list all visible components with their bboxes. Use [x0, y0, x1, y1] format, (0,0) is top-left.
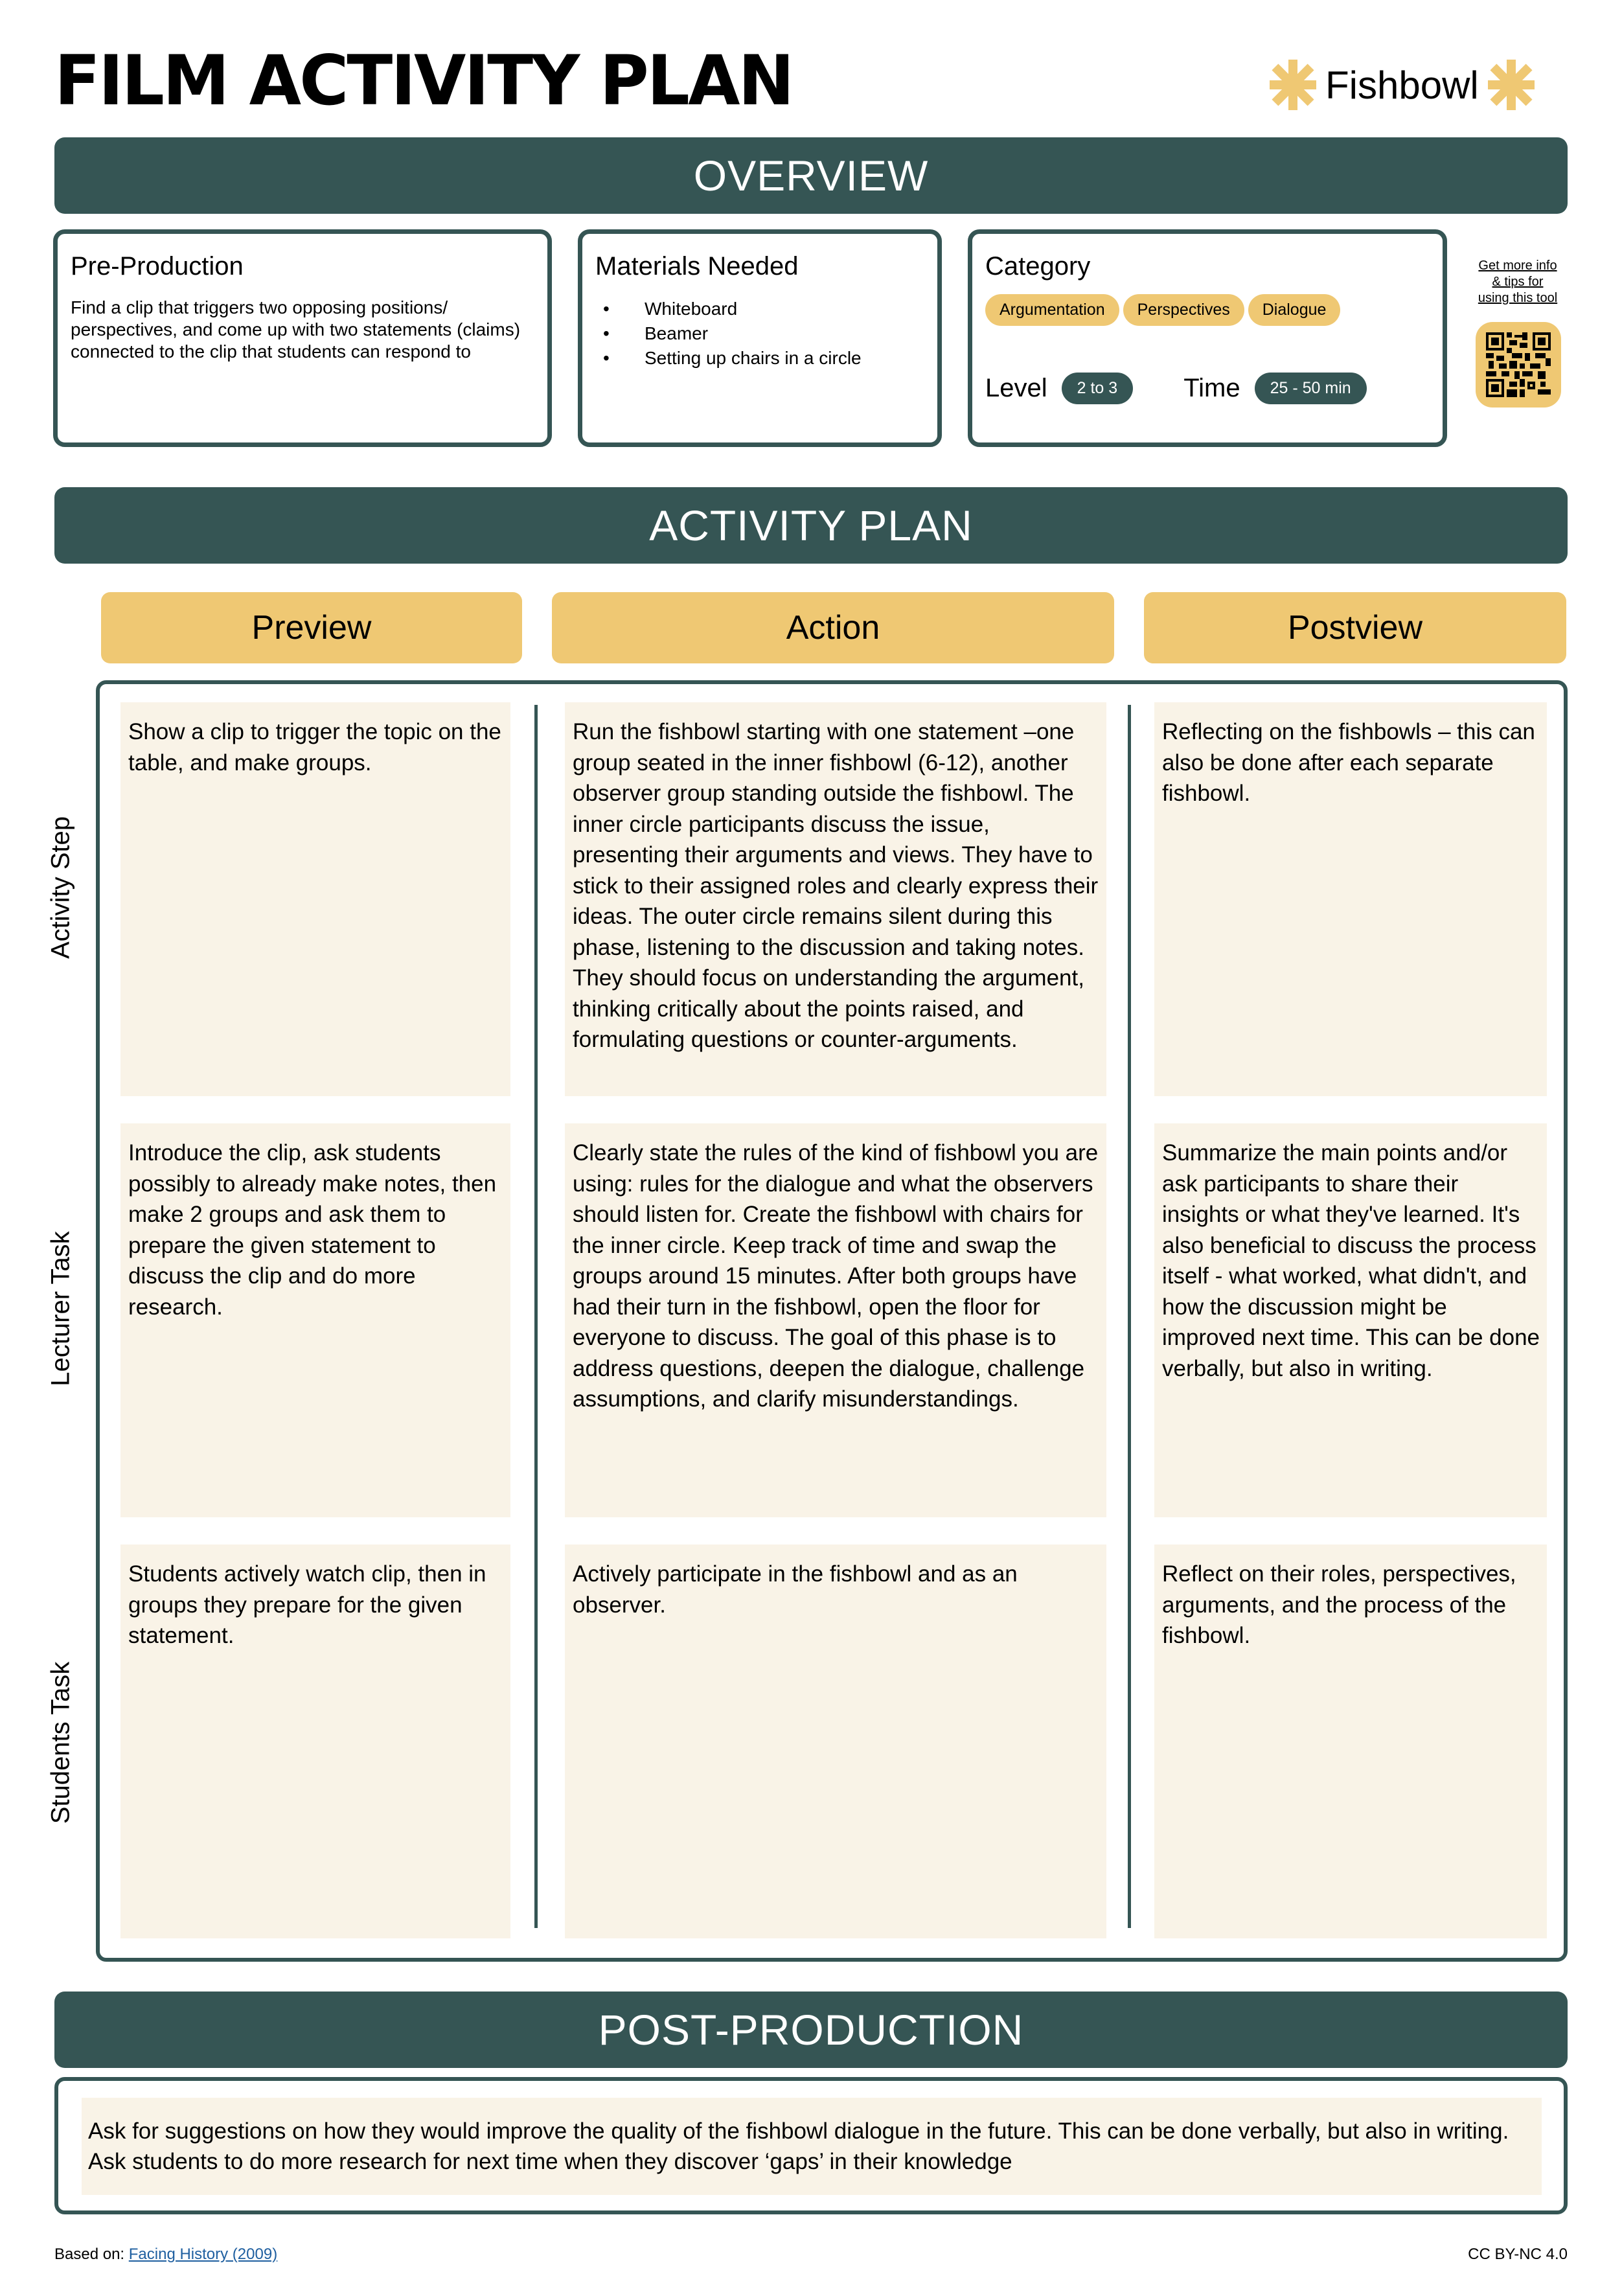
footer-source: [54, 2245, 277, 2264]
cell-students-task-preview: Students actively watch clip, then in groups they prepare for the given statement.: [120, 1544, 510, 1938]
materials-item: • Setting up chairs in a circle: [603, 348, 862, 368]
activity-brand: [1270, 57, 1535, 113]
category-tags: [985, 294, 1430, 326]
phase-header-preview: Preview: [101, 592, 522, 663]
asterisk-icon: [1270, 60, 1316, 110]
pre-production-card: [53, 229, 552, 447]
materials-item: • Beamer: [603, 323, 709, 343]
qr-code-icon[interactable]: [1476, 322, 1561, 408]
category-tag: Argumentation: [985, 294, 1119, 326]
materials-title: Materials Needed: [595, 252, 799, 281]
qr-code-graphic: [1486, 332, 1551, 397]
category-tag: Dialogue: [1248, 294, 1341, 326]
document-title: FILM ACTIVITY PLAN: [54, 41, 793, 121]
pre-production-text: Find a clip that triggers two opposing positions/ perspectives, and come up with two statements (claims) connected to the clip that students can respond to: [71, 297, 521, 362]
post-production-section-header: POST-PRODUCTION: [54, 1992, 1568, 2068]
more-info-link[interactable]: Get more info & tips for using this tool: [1478, 258, 1558, 305]
cell-students-task-postview: Reflect on their roles, perspectives, arguments, and the process of the fishbowl.: [1154, 1544, 1547, 1938]
cell-lecturer-task-postview: Summarize the main points and/or ask participants to share their insights or what they've learned. It's also beneficial to discuss the process itself - what worked, what didn't, and how the discussion might be improved next time. This can be done verbally, but also in writing.: [1154, 1123, 1547, 1517]
phase-header-postview: Postview: [1144, 592, 1566, 663]
level-badge: 2 to 3: [1062, 373, 1134, 404]
column-divider: [1128, 705, 1131, 1928]
level-time-row: [985, 373, 1430, 404]
cell-activity-step-postview: Reflecting on the fishbowls – this can also be done after each separate fishbowl.: [1154, 702, 1547, 1096]
time-badge: 25 - 50 min: [1255, 373, 1367, 404]
level-label: Level: [985, 374, 1047, 402]
cell-activity-step-action: Run the fishbowl starting with one statement –one group seated in the inner fishbowl (6-12), another observer group standing outside the fishbowl. The inner circle participants discuss the issue, presenting their arguments and views. They have to stick to their assigned roles and clearly express their ideas. The outer circle remains silent during this phase, listening to the discussion and taking notes. They should focus on understanding the argument, thinking critically about the points raised, and formulating questions or counter-arguments.: [565, 702, 1106, 1096]
pre-production-title: Pre-Production: [71, 252, 244, 281]
category-title: Category: [985, 252, 1091, 281]
asterisk-icon: [1488, 60, 1535, 110]
column-divider: [534, 705, 538, 1928]
source-link[interactable]: Facing History (2009): [128, 2245, 278, 2263]
overview-section-header: OVERVIEW: [54, 137, 1568, 214]
category-tag: Perspectives: [1123, 294, 1244, 326]
cell-activity-step-preview: Show a clip to trigger the topic on the table, and make groups.: [120, 702, 510, 1096]
activity-plan-section-header: ACTIVITY PLAN: [54, 487, 1568, 564]
materials-item: • Whiteboard: [603, 299, 738, 319]
cell-students-task-action: Actively participate in the fishbowl and as an observer.: [565, 1544, 1106, 1938]
license-text: CC BY-NC 4.0: [1468, 2245, 1568, 2263]
materials-card: [578, 229, 942, 447]
time-label: Time: [1183, 374, 1240, 402]
post-production-text: Ask for suggestions on how they would improve the quality of the fishbowl dialogue in the future. This can be done verbally, but also in writing. Ask students to do more research for next time when they discover ‘gaps’ in their knowledge: [82, 2098, 1542, 2195]
materials-list: [595, 297, 924, 371]
activity-name: Fishbowl: [1325, 63, 1479, 107]
category-card: [968, 229, 1447, 447]
based-on-label: Based on:: [54, 2245, 125, 2263]
phase-header-action: Action: [552, 592, 1114, 663]
cell-lecturer-task-action: Clearly state the rules of the kind of fishbowl you are using: rules for the dialogue and what the observers should listen for. Create the fishbowl with chairs for the inner circle. Keep track of time and swap the groups around 15 minutes. After both groups have had their turn in the fishbowl, open the floor for everyone to discuss. The goal of this phase is to address questions, deepen the dialogue, challenge assumptions, and clarify misunderstandings.: [565, 1123, 1106, 1517]
qr-info-block: [1476, 258, 1560, 408]
cell-lecturer-task-preview: Introduce the clip, ask students possibly to already make notes, then make 2 groups and ask them to prepare the given statement to discuss the clip and do more research.: [120, 1123, 510, 1517]
